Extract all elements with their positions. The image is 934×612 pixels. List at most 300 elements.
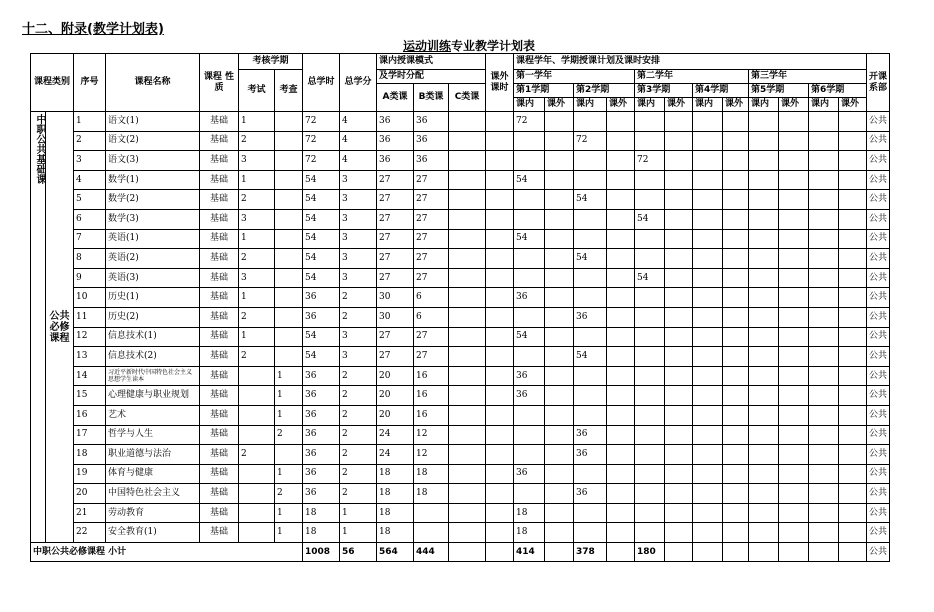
row-term-6-out — [839, 405, 867, 425]
row-term-1-out — [545, 425, 574, 445]
row-dept: 公共 — [867, 484, 890, 504]
row-term-1-in — [514, 190, 545, 210]
row-hours: 36 — [303, 484, 340, 504]
row-check: 1 — [275, 386, 303, 406]
row-seq: 20 — [74, 484, 106, 504]
row-a-class: 27 — [377, 229, 414, 249]
row-dept: 公共 — [867, 464, 890, 484]
row-term-3-out — [665, 268, 693, 288]
row-credits: 3 — [340, 190, 377, 210]
header-term-1-in: 课内 — [514, 98, 545, 112]
subtotal-term-6-out — [839, 543, 867, 562]
subtotal-term-2-in: 378 — [574, 543, 607, 562]
row-term-5-in — [749, 523, 779, 543]
row-c-class — [449, 209, 486, 229]
subtotal-a-class: 564 — [377, 543, 414, 562]
row-c-class — [449, 307, 486, 327]
row-exam: 3 — [239, 209, 275, 229]
row-term-3-in — [635, 170, 665, 190]
row-term-2-out — [607, 327, 635, 347]
row-c-class — [449, 347, 486, 367]
table-row — [31, 190, 890, 210]
row-c-class — [449, 327, 486, 347]
row-term-6-in — [809, 366, 839, 386]
row-extra — [486, 288, 514, 308]
row-term-2-in — [574, 209, 607, 229]
row-seq: 4 — [74, 170, 106, 190]
row-term-2-in — [574, 386, 607, 406]
row-term-1-out — [545, 445, 574, 465]
row-term-1-out — [545, 307, 574, 327]
row-dept: 公共 — [867, 386, 890, 406]
subtotal-dept: 公共 — [867, 543, 890, 562]
row-hours: 36 — [303, 425, 340, 445]
row-dept: 公共 — [867, 327, 890, 347]
row-nature: 基础 — [200, 366, 239, 386]
row-seq: 18 — [74, 445, 106, 465]
row-extra — [486, 229, 514, 249]
row-term-5-out — [779, 503, 809, 523]
row-seq: 10 — [74, 288, 106, 308]
row-term-3-out — [665, 288, 693, 308]
row-term-2-out — [607, 503, 635, 523]
row-term-5-in — [749, 347, 779, 367]
row-course-name: 哲学与人生 — [106, 425, 200, 445]
row-course-name: 职业道德与法治 — [106, 445, 200, 465]
row-seq: 2 — [74, 131, 106, 151]
row-term-4-in — [693, 268, 723, 288]
row-term-3-in: 72 — [635, 151, 665, 171]
row-term-5-in — [749, 464, 779, 484]
row-c-class — [449, 249, 486, 269]
row-c-class — [449, 288, 486, 308]
row-term-4-in — [693, 170, 723, 190]
subtotal-term-3-in: 180 — [635, 543, 665, 562]
row-nature: 基础 — [200, 190, 239, 210]
row-term-6-out — [839, 464, 867, 484]
row-term-5-in — [749, 268, 779, 288]
row-seq: 21 — [74, 503, 106, 523]
table-row — [31, 151, 890, 171]
row-term-6-out — [839, 307, 867, 327]
row-term-1-in — [514, 425, 545, 445]
row-term-6-in — [809, 445, 839, 465]
subtotal-term-6-in — [809, 543, 839, 562]
row-term-1-in: 18 — [514, 523, 545, 543]
row-nature: 基础 — [200, 307, 239, 327]
row-term-3-out — [665, 112, 693, 132]
row-check — [275, 327, 303, 347]
row-term-5-out — [779, 209, 809, 229]
row-c-class — [449, 151, 486, 171]
row-exam: 3 — [239, 151, 275, 171]
row-exam: 2 — [239, 131, 275, 151]
row-term-5-out — [779, 405, 809, 425]
row-term-6-out — [839, 347, 867, 367]
row-term-2-out — [607, 249, 635, 269]
row-credits: 2 — [340, 464, 377, 484]
row-term-5-out — [779, 445, 809, 465]
row-term-4-in — [693, 425, 723, 445]
row-term-4-in — [693, 151, 723, 171]
row-extra — [486, 131, 514, 151]
subtotal-term-2-out — [607, 543, 635, 562]
row-term-1-out — [545, 464, 574, 484]
row-term-2-out — [607, 405, 635, 425]
row-course-name: 安全教育(1) — [106, 523, 200, 543]
row-term-2-out — [607, 190, 635, 210]
row-term-5-in — [749, 249, 779, 269]
row-term-4-out — [723, 268, 749, 288]
header-c-class: C类课 — [449, 84, 486, 112]
row-extra — [486, 209, 514, 229]
row-hours: 54 — [303, 249, 340, 269]
row-term-1-in: 36 — [514, 366, 545, 386]
row-exam: 1 — [239, 112, 275, 132]
row-credits: 2 — [340, 288, 377, 308]
row-nature: 基础 — [200, 523, 239, 543]
row-term-3-out — [665, 249, 693, 269]
row-term-6-in — [809, 347, 839, 367]
row-term-1-out — [545, 288, 574, 308]
row-b-class: 16 — [414, 405, 449, 425]
row-seq: 16 — [74, 405, 106, 425]
row-term-2-in — [574, 503, 607, 523]
row-hours: 54 — [303, 268, 340, 288]
row-b-class: 36 — [414, 131, 449, 151]
row-exam: 1 — [239, 327, 275, 347]
row-hours: 36 — [303, 288, 340, 308]
row-term-2-out — [607, 445, 635, 465]
row-course-name: 心理健康与职业规划 — [106, 386, 200, 406]
row-term-3-in: 54 — [635, 268, 665, 288]
subtotal-term-1-in: 414 — [514, 543, 545, 562]
row-course-name: 历史(2) — [106, 307, 200, 327]
header-term-1: 第1学期 — [514, 84, 574, 98]
row-b-class: 18 — [414, 464, 449, 484]
row-hours: 72 — [303, 151, 340, 171]
row-term-4-out — [723, 386, 749, 406]
row-credits: 2 — [340, 366, 377, 386]
row-term-4-out — [723, 405, 749, 425]
header-a-class: A类课 — [377, 84, 414, 112]
row-check — [275, 170, 303, 190]
table-row — [31, 366, 890, 386]
row-term-4-in — [693, 229, 723, 249]
row-term-2-in: 54 — [574, 347, 607, 367]
header-year3: 第三学年 — [749, 70, 867, 84]
row-hours: 54 — [303, 170, 340, 190]
row-term-1-in: 72 — [514, 112, 545, 132]
row-term-6-out — [839, 386, 867, 406]
row-term-6-in — [809, 307, 839, 327]
row-term-2-out — [607, 523, 635, 543]
row-term-3-in — [635, 503, 665, 523]
row-term-2-in — [574, 151, 607, 171]
row-dept: 公共 — [867, 366, 890, 386]
row-term-5-out — [779, 327, 809, 347]
row-check: 1 — [275, 503, 303, 523]
row-b-class: 36 — [414, 112, 449, 132]
row-dept: 公共 — [867, 425, 890, 445]
row-term-6-out — [839, 327, 867, 347]
row-term-3-in — [635, 445, 665, 465]
row-dept: 公共 — [867, 151, 890, 171]
row-credits: 1 — [340, 523, 377, 543]
table-row — [31, 484, 890, 504]
row-term-1-out — [545, 190, 574, 210]
row-hours: 54 — [303, 229, 340, 249]
row-term-1-in: 18 — [514, 503, 545, 523]
row-term-1-in: 36 — [514, 288, 545, 308]
row-term-2-out — [607, 366, 635, 386]
row-check — [275, 249, 303, 269]
row-course-name: 信息技术(2) — [106, 347, 200, 367]
table-row — [31, 405, 890, 425]
row-term-6-in — [809, 131, 839, 151]
row-term-1-out — [545, 229, 574, 249]
row-term-4-in — [693, 366, 723, 386]
row-term-5-in — [749, 445, 779, 465]
row-term-3-out — [665, 445, 693, 465]
row-term-3-in — [635, 425, 665, 445]
row-b-class: 18 — [414, 484, 449, 504]
row-extra — [486, 112, 514, 132]
row-exam: 3 — [239, 268, 275, 288]
row-term-1-out — [545, 209, 574, 229]
row-check — [275, 190, 303, 210]
row-term-3-in — [635, 523, 665, 543]
row-term-3-out — [665, 347, 693, 367]
row-term-1-in — [514, 151, 545, 171]
row-term-6-in — [809, 112, 839, 132]
header-check: 考查 — [275, 70, 303, 112]
subtotal-extra — [486, 543, 514, 562]
row-seq: 13 — [74, 347, 106, 367]
row-term-4-out — [723, 523, 749, 543]
row-b-class: 6 — [414, 288, 449, 308]
row-term-1-out — [545, 170, 574, 190]
row-exam: 2 — [239, 307, 275, 327]
row-term-4-in — [693, 131, 723, 151]
row-term-5-out — [779, 151, 809, 171]
row-term-6-in — [809, 327, 839, 347]
row-term-4-out — [723, 464, 749, 484]
row-term-1-out — [545, 503, 574, 523]
row-hours: 54 — [303, 347, 340, 367]
row-dept: 公共 — [867, 347, 890, 367]
table-row — [31, 503, 890, 523]
row-course-name: 中国特色社会主义 — [106, 484, 200, 504]
row-a-class: 24 — [377, 425, 414, 445]
row-term-1-in — [514, 445, 545, 465]
row-a-class: 18 — [377, 464, 414, 484]
row-nature: 基础 — [200, 386, 239, 406]
row-exam: 2 — [239, 445, 275, 465]
table-row — [31, 131, 890, 151]
row-term-3-out — [665, 484, 693, 504]
row-term-5-out — [779, 112, 809, 132]
row-exam — [239, 366, 275, 386]
row-term-4-out — [723, 170, 749, 190]
row-term-6-in — [809, 229, 839, 249]
row-seq: 8 — [74, 249, 106, 269]
row-term-3-in — [635, 484, 665, 504]
row-term-3-in — [635, 386, 665, 406]
row-credits: 2 — [340, 386, 377, 406]
row-term-2-in: 36 — [574, 425, 607, 445]
row-nature: 基础 — [200, 151, 239, 171]
row-term-5-out — [779, 190, 809, 210]
row-term-5-out — [779, 170, 809, 190]
row-dept: 公共 — [867, 307, 890, 327]
row-b-class: 27 — [414, 347, 449, 367]
row-check — [275, 307, 303, 327]
table-row — [31, 209, 890, 229]
row-term-3-out — [665, 190, 693, 210]
row-term-5-in — [749, 229, 779, 249]
table-row — [31, 288, 890, 308]
header-term-2-out: 课外 — [607, 98, 635, 112]
row-nature: 基础 — [200, 503, 239, 523]
row-dept: 公共 — [867, 209, 890, 229]
row-credits: 2 — [340, 484, 377, 504]
row-course-name: 语文(1) — [106, 112, 200, 132]
row-term-5-out — [779, 229, 809, 249]
row-b-class — [414, 523, 449, 543]
row-term-6-out — [839, 112, 867, 132]
header-b-class: B类课 — [414, 84, 449, 112]
row-term-4-out — [723, 288, 749, 308]
header-term-2: 第2学期 — [574, 84, 635, 98]
row-course-name: 语文(3) — [106, 151, 200, 171]
row-term-2-in: 36 — [574, 307, 607, 327]
row-term-2-in: 54 — [574, 190, 607, 210]
row-term-1-in: 54 — [514, 170, 545, 190]
row-a-class: 20 — [377, 405, 414, 425]
row-c-class — [449, 464, 486, 484]
row-nature: 基础 — [200, 288, 239, 308]
row-term-3-out — [665, 366, 693, 386]
row-extra — [486, 307, 514, 327]
row-term-4-in — [693, 445, 723, 465]
row-hours: 36 — [303, 405, 340, 425]
row-extra — [486, 405, 514, 425]
row-term-2-in — [574, 327, 607, 347]
subtotal-term-4-in — [693, 543, 723, 562]
header-hours-dist: 及学时分配 — [377, 70, 486, 84]
row-course-name: 习近平新时代中国特色社会主义思想学生读本 — [106, 366, 200, 386]
row-course-name: 数学(2) — [106, 190, 200, 210]
table-row — [31, 347, 890, 367]
row-check: 1 — [275, 366, 303, 386]
row-exam — [239, 464, 275, 484]
row-term-4-out — [723, 425, 749, 445]
row-term-5-in — [749, 425, 779, 445]
row-term-3-in — [635, 327, 665, 347]
row-seq: 7 — [74, 229, 106, 249]
table-row — [31, 445, 890, 465]
major-name: 运动训练 — [403, 39, 452, 53]
row-term-3-out — [665, 170, 693, 190]
row-term-3-in: 54 — [635, 209, 665, 229]
subtotal-term-1-out — [545, 543, 574, 562]
subtotal-term-5-in — [749, 543, 779, 562]
row-hours: 18 — [303, 503, 340, 523]
row-term-4-in — [693, 209, 723, 229]
row-term-6-out — [839, 151, 867, 171]
row-nature: 基础 — [200, 327, 239, 347]
row-term-4-in — [693, 307, 723, 327]
row-nature: 基础 — [200, 347, 239, 367]
subtotal-hours: 1008 — [303, 543, 340, 562]
row-term-5-in — [749, 503, 779, 523]
header-total-credits: 总学分 — [340, 54, 377, 112]
row-a-class: 18 — [377, 523, 414, 543]
row-credits: 4 — [340, 112, 377, 132]
row-hours: 36 — [303, 445, 340, 465]
row-term-3-out — [665, 327, 693, 347]
row-term-4-out — [723, 347, 749, 367]
row-term-5-out — [779, 386, 809, 406]
row-extra — [486, 425, 514, 445]
row-term-2-out — [607, 131, 635, 151]
row-credits: 2 — [340, 405, 377, 425]
row-c-class — [449, 503, 486, 523]
row-exam: 2 — [239, 347, 275, 367]
header-term-4-out: 课外 — [723, 98, 749, 112]
row-a-class: 36 — [377, 131, 414, 151]
row-dept: 公共 — [867, 503, 890, 523]
row-term-6-out — [839, 209, 867, 229]
table-row — [31, 229, 890, 249]
subtotal-b-class: 444 — [414, 543, 449, 562]
row-a-class: 18 — [377, 503, 414, 523]
row-b-class: 16 — [414, 366, 449, 386]
row-a-class: 20 — [377, 386, 414, 406]
row-term-1-in — [514, 405, 545, 425]
category-label: 中职公共基础课 — [31, 112, 46, 543]
row-term-5-in — [749, 327, 779, 347]
row-course-name: 历史(1) — [106, 288, 200, 308]
row-term-5-in — [749, 131, 779, 151]
header-term-6-in: 课内 — [809, 98, 839, 112]
row-term-6-in — [809, 503, 839, 523]
row-term-1-in — [514, 307, 545, 327]
row-check: 1 — [275, 523, 303, 543]
row-extra — [486, 464, 514, 484]
row-term-3-in — [635, 112, 665, 132]
row-term-4-out — [723, 209, 749, 229]
row-term-6-in — [809, 464, 839, 484]
row-seq: 9 — [74, 268, 106, 288]
header-term-5: 第5学期 — [749, 84, 809, 98]
row-term-5-out — [779, 288, 809, 308]
table-row — [31, 249, 890, 269]
row-term-4-out — [723, 445, 749, 465]
row-term-2-out — [607, 170, 635, 190]
row-seq: 1 — [74, 112, 106, 132]
row-extra — [486, 484, 514, 504]
header-total-hours: 总学时 — [303, 54, 340, 112]
row-exam: 1 — [239, 170, 275, 190]
row-term-3-in — [635, 288, 665, 308]
row-term-6-in — [809, 405, 839, 425]
row-term-3-out — [665, 386, 693, 406]
row-dept: 公共 — [867, 445, 890, 465]
row-term-2-out — [607, 386, 635, 406]
row-c-class — [449, 386, 486, 406]
